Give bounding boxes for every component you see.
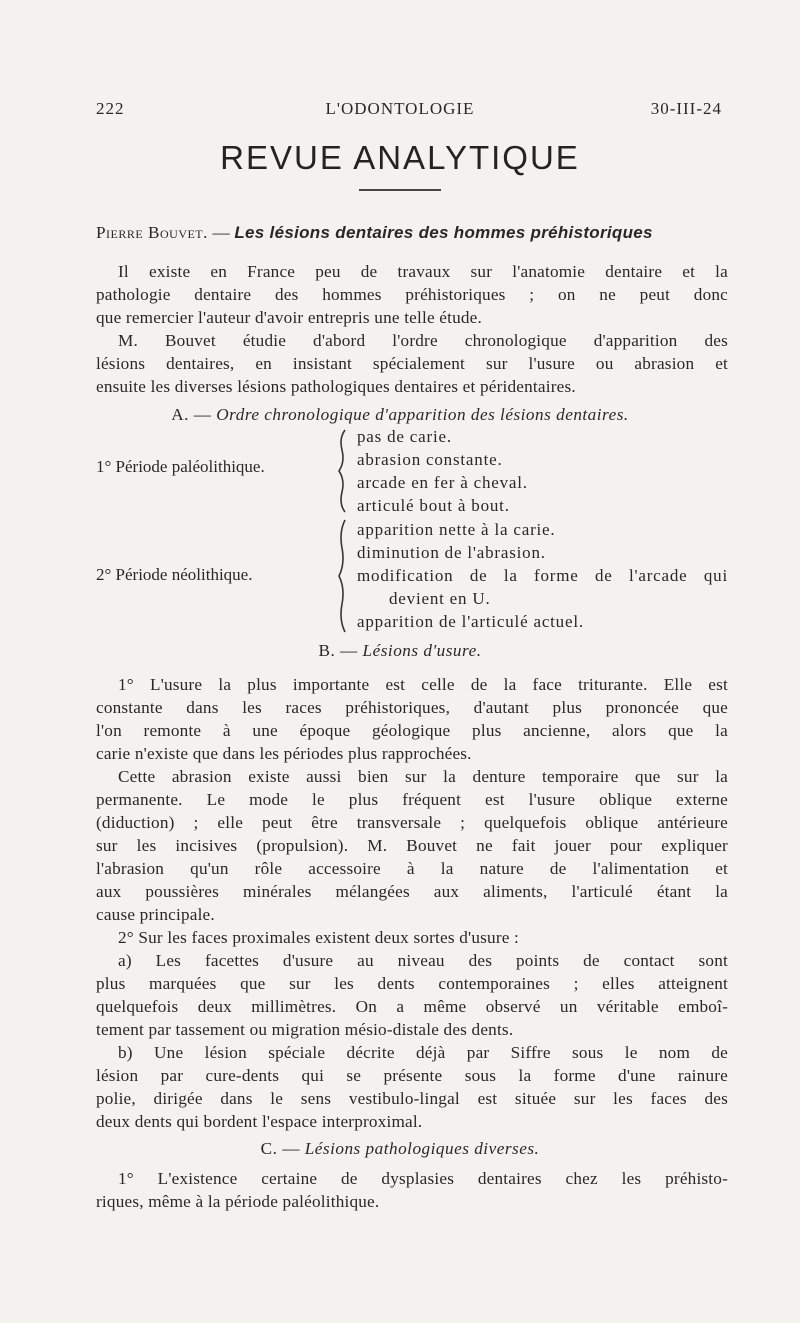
byline (96, 223, 728, 243)
period-label: 1° Période paléolithique. (96, 457, 265, 476)
text-line: Cette abrasion existe aussi bien sur la denture temporaire que sur la (118, 767, 728, 786)
section-title: Lésions d'usure. (362, 641, 482, 660)
text-line: Il existe en France peu de travaux sur l'anatomie dentaire et la (118, 262, 728, 281)
text-line: pathologie dentaire des hommes préhistoriques ; on ne peut donc (96, 285, 728, 304)
text-line: quelquefois deux millimètres. On a même observé un véritable emboî- (96, 997, 728, 1016)
section-b-heading (0, 641, 800, 661)
text-line: constante dans les races préhistoriques, d'autant plus prononcée que (96, 698, 728, 717)
text-line: sur les incisives (propulsion). M. Bouvet ne fait jouer pour expliquer (96, 836, 728, 855)
text-line: (diduction) ; elle peut être transversale ; quelquefois oblique antérieure (96, 813, 728, 832)
period-item: diminution de l'abrasion. (357, 543, 546, 562)
period-item: apparition nette à la carie. (357, 520, 556, 539)
byline-dash: — (207, 223, 235, 242)
text-line: permanente. Le mode le plus fréquent est l'usure oblique externe (96, 790, 728, 809)
text-line: 1° L'existence certaine de dysplasies dentaires chez les préhisto- (118, 1169, 728, 1188)
text-line: l'abrasion qu'un rôle accessoire à la nature de l'alimentation et (96, 859, 728, 878)
text-line: que remercier l'auteur d'avoir entrepris une telle étude. (96, 308, 482, 327)
section-title: Ordre chronologique d'apparition des lésions dentaires. (216, 405, 629, 424)
text-line: deux dents qui bordent l'espace interproximal. (96, 1112, 423, 1131)
article-title: Les lésions dentaires des hommes préhistoriques (234, 223, 653, 242)
section-title: Lésions pathologiques diverses. (304, 1139, 540, 1158)
section-letter: C. — (260, 1139, 305, 1158)
text-line: aux poussières minérales mélangées aux aliments, l'articulé étant la (96, 882, 728, 901)
text-line: a) Les facettes d'usure au niveau des points de contact sont (118, 951, 728, 970)
period-item: pas de carie. (357, 427, 452, 446)
text-line: 1° L'usure la plus importante est celle de la face triturante. Elle est (118, 675, 728, 694)
author-name: Pierre Bouvet. (96, 223, 208, 242)
text-line: lésions dentaires, en insistant spécialement sur l'usure ou abrasion et (96, 354, 728, 373)
text-line: riques, même à la période paléolithique. (96, 1192, 380, 1211)
period-item: arcade en fer à cheval. (357, 473, 528, 492)
text-line: cause principale. (96, 905, 215, 924)
period-item: devient en U. (389, 589, 491, 608)
page-title: REVUE ANALYTIQUE (220, 139, 580, 176)
page-number: 222 (96, 99, 125, 118)
running-head: L'ODONTOLOGIE (325, 99, 475, 118)
brace-icon (331, 428, 353, 514)
text-line: lésion par cure-dents qui se présente sous la forme d'une rainure (96, 1066, 728, 1085)
period-item: articulé bout à bout. (357, 496, 510, 515)
period-item: abrasion constante. (357, 450, 503, 469)
section-a-heading (0, 405, 800, 425)
text-line: tement par tassement ou migration mésio-distale des dents. (96, 1020, 514, 1039)
issue-date: 30-III-24 (650, 99, 722, 118)
period-label: 2° Période néolithique. (96, 565, 253, 584)
period-item: apparition de l'articulé actuel. (357, 612, 584, 631)
text-line: plus marquées que sur les dents contemporaines ; elles atteignent (96, 974, 728, 993)
text-line: 2° Sur les faces proximales existent deux sortes d'usure : (118, 928, 520, 947)
text-line: M. Bouvet étudie d'abord l'ordre chronologique d'apparition des (118, 331, 728, 350)
text-line: ensuite les diverses lésions pathologiques dentaires et péridentaires. (96, 377, 576, 396)
text-line: b) Une lésion spéciale décrite déjà par Siffre sous le nom de (118, 1043, 728, 1062)
section-c-heading (0, 1139, 800, 1159)
section-letter: A. — (171, 405, 217, 424)
brace-icon (331, 518, 353, 634)
text-line: carie n'existe que dans les périodes plus rapprochées. (96, 744, 472, 763)
text-line: l'on remonte à une époque géologique plus ancienne, alors que la (96, 721, 728, 740)
period-item: modification de la forme de l'arcade qui (357, 566, 728, 585)
section-letter: B. — (318, 641, 363, 660)
title-rule (359, 189, 441, 191)
text-line: polie, dirigée dans le sens vestibulo-lingal est située sur les faces des (96, 1089, 728, 1108)
